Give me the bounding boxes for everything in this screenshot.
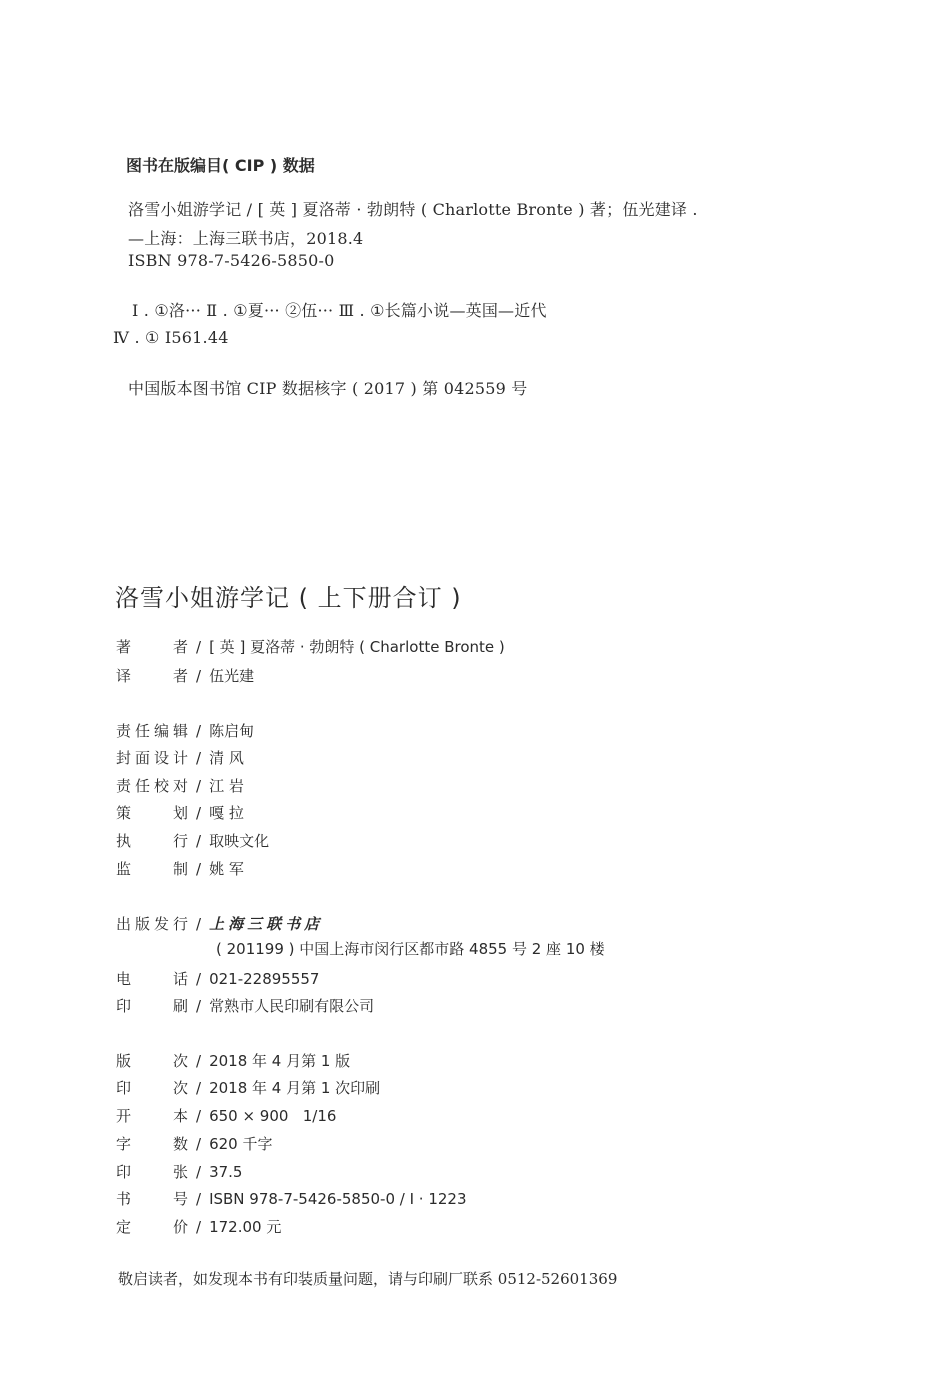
spec-value: 172.00 元 [209,1218,282,1236]
spec-label: 印 张 [116,1163,188,1181]
credit-row-translator [116,665,254,686]
cip-classification-line: Ⅳ . ① I561.44 [113,328,229,347]
spec-value: ISBN 978-7-5426-5850-0 / I · 1223 [209,1190,467,1208]
phone-label: 电 话 [116,970,188,988]
spec-row-word-count [116,1133,272,1154]
separator: / [196,749,202,767]
publisher-row [116,913,323,934]
staff-row-proofreader [116,775,244,796]
staff-value: 嘎 拉 [209,804,244,822]
spec-row-isbn [116,1188,467,1209]
separator: / [196,1190,202,1208]
separator: / [196,1107,202,1125]
phone-value: 021-22895557 [209,970,320,988]
publisher-logo: 上海三联书店 [209,915,324,933]
spec-value: 620 千字 [209,1135,273,1153]
cip-record-number: 中国版本图书馆 CIP 数据核字 ( 2017 ) 第 042559 号 [128,379,528,398]
spec-value: 2018 年 4 月第 1 版 [209,1052,351,1070]
separator: / [196,1079,202,1097]
staff-value: 姚 军 [209,860,244,878]
phone-row [116,968,319,989]
reader-notice: 敬启读者，如发现本书有印装质量问题，请与印刷厂联系 0512-52601369 [118,1270,618,1288]
spec-label: 定 价 [116,1218,188,1236]
staff-label: 策 划 [116,804,188,822]
separator: / [196,638,202,656]
spec-row-printing [116,1077,380,1098]
credit-label: 著 者 [116,638,188,656]
separator: / [196,804,202,822]
spec-label: 印 次 [116,1079,188,1097]
staff-row-planner [116,802,244,823]
separator: / [196,777,202,795]
credit-label: 译 者 [116,667,188,685]
staff-row-executor [116,830,269,851]
staff-label: 责 任 校 对 [116,777,188,795]
staff-value: 江 岩 [209,777,244,795]
staff-value: 陈启甸 [209,722,255,740]
spec-label: 版 次 [116,1052,188,1070]
separator: / [196,667,202,685]
spec-label: 开 本 [116,1107,188,1125]
publisher-label: 出 版 发 行 [116,915,188,933]
separator: / [196,915,202,933]
separator: / [196,970,202,988]
book-title: 洛雪小姐游学记 ( 上下册合订 ) [115,584,462,612]
staff-row-cover-design [116,747,244,768]
spec-row-edition [116,1050,350,1071]
staff-label: 责 任 编 辑 [116,722,188,740]
staff-value: 取映文化 [209,832,270,850]
staff-row-editor [116,720,254,741]
cip-isbn-line: ISBN 978-7-5426-5850-0 [128,251,335,270]
spec-label: 书 号 [116,1190,188,1208]
spec-row-sheets [116,1161,242,1182]
cip-line: —上海：上海三联书店，2018.4 [128,229,364,248]
publisher-address: ( 201199 ) 中国上海市闵行区都市路 4855 号 2 座 10 楼 [216,940,605,958]
printer-value: 常熟市人民印刷有限公司 [209,997,375,1015]
spec-value: 2018 年 4 月第 1 次印刷 [209,1079,381,1097]
spec-row-price [116,1216,281,1237]
separator: / [196,1135,202,1153]
separator: / [196,832,202,850]
staff-label: 执 行 [116,832,188,850]
spec-label: 字 数 [116,1135,188,1153]
staff-label: 封 面 设 计 [116,749,188,767]
separator: / [196,997,202,1015]
separator: / [196,860,202,878]
staff-value: 清 风 [209,749,244,767]
separator: / [196,1052,202,1070]
spec-row-format [116,1105,336,1126]
credit-value: 伍光建 [209,667,255,685]
separator: / [196,1163,202,1181]
printer-row [116,995,374,1016]
staff-label: 监 制 [116,860,188,878]
spec-value: 650 × 900 1/16 [209,1107,337,1125]
printer-label: 印 刷 [116,997,188,1015]
credit-row-author [116,636,505,657]
staff-row-supervisor [116,858,244,879]
separator: / [196,722,202,740]
cip-classification-line: Ⅰ . ①洛··· Ⅱ . ①夏··· ②伍··· Ⅲ . ①长篇小说—英国—近代 [132,301,547,320]
cip-heading: 图书在版编目( CIP ) 数据 [126,156,315,175]
spec-value: 37.5 [209,1163,243,1181]
separator: / [196,1218,202,1236]
cip-line: 洛雪小姐游学记 / [ 英 ] 夏洛蒂 · 勃朗特 ( Charlotte Bronte ) 著；伍光建译 . [128,200,698,219]
credit-value: [ 英 ] 夏洛蒂 · 勃朗特 ( Charlotte Bronte ) [209,638,505,656]
